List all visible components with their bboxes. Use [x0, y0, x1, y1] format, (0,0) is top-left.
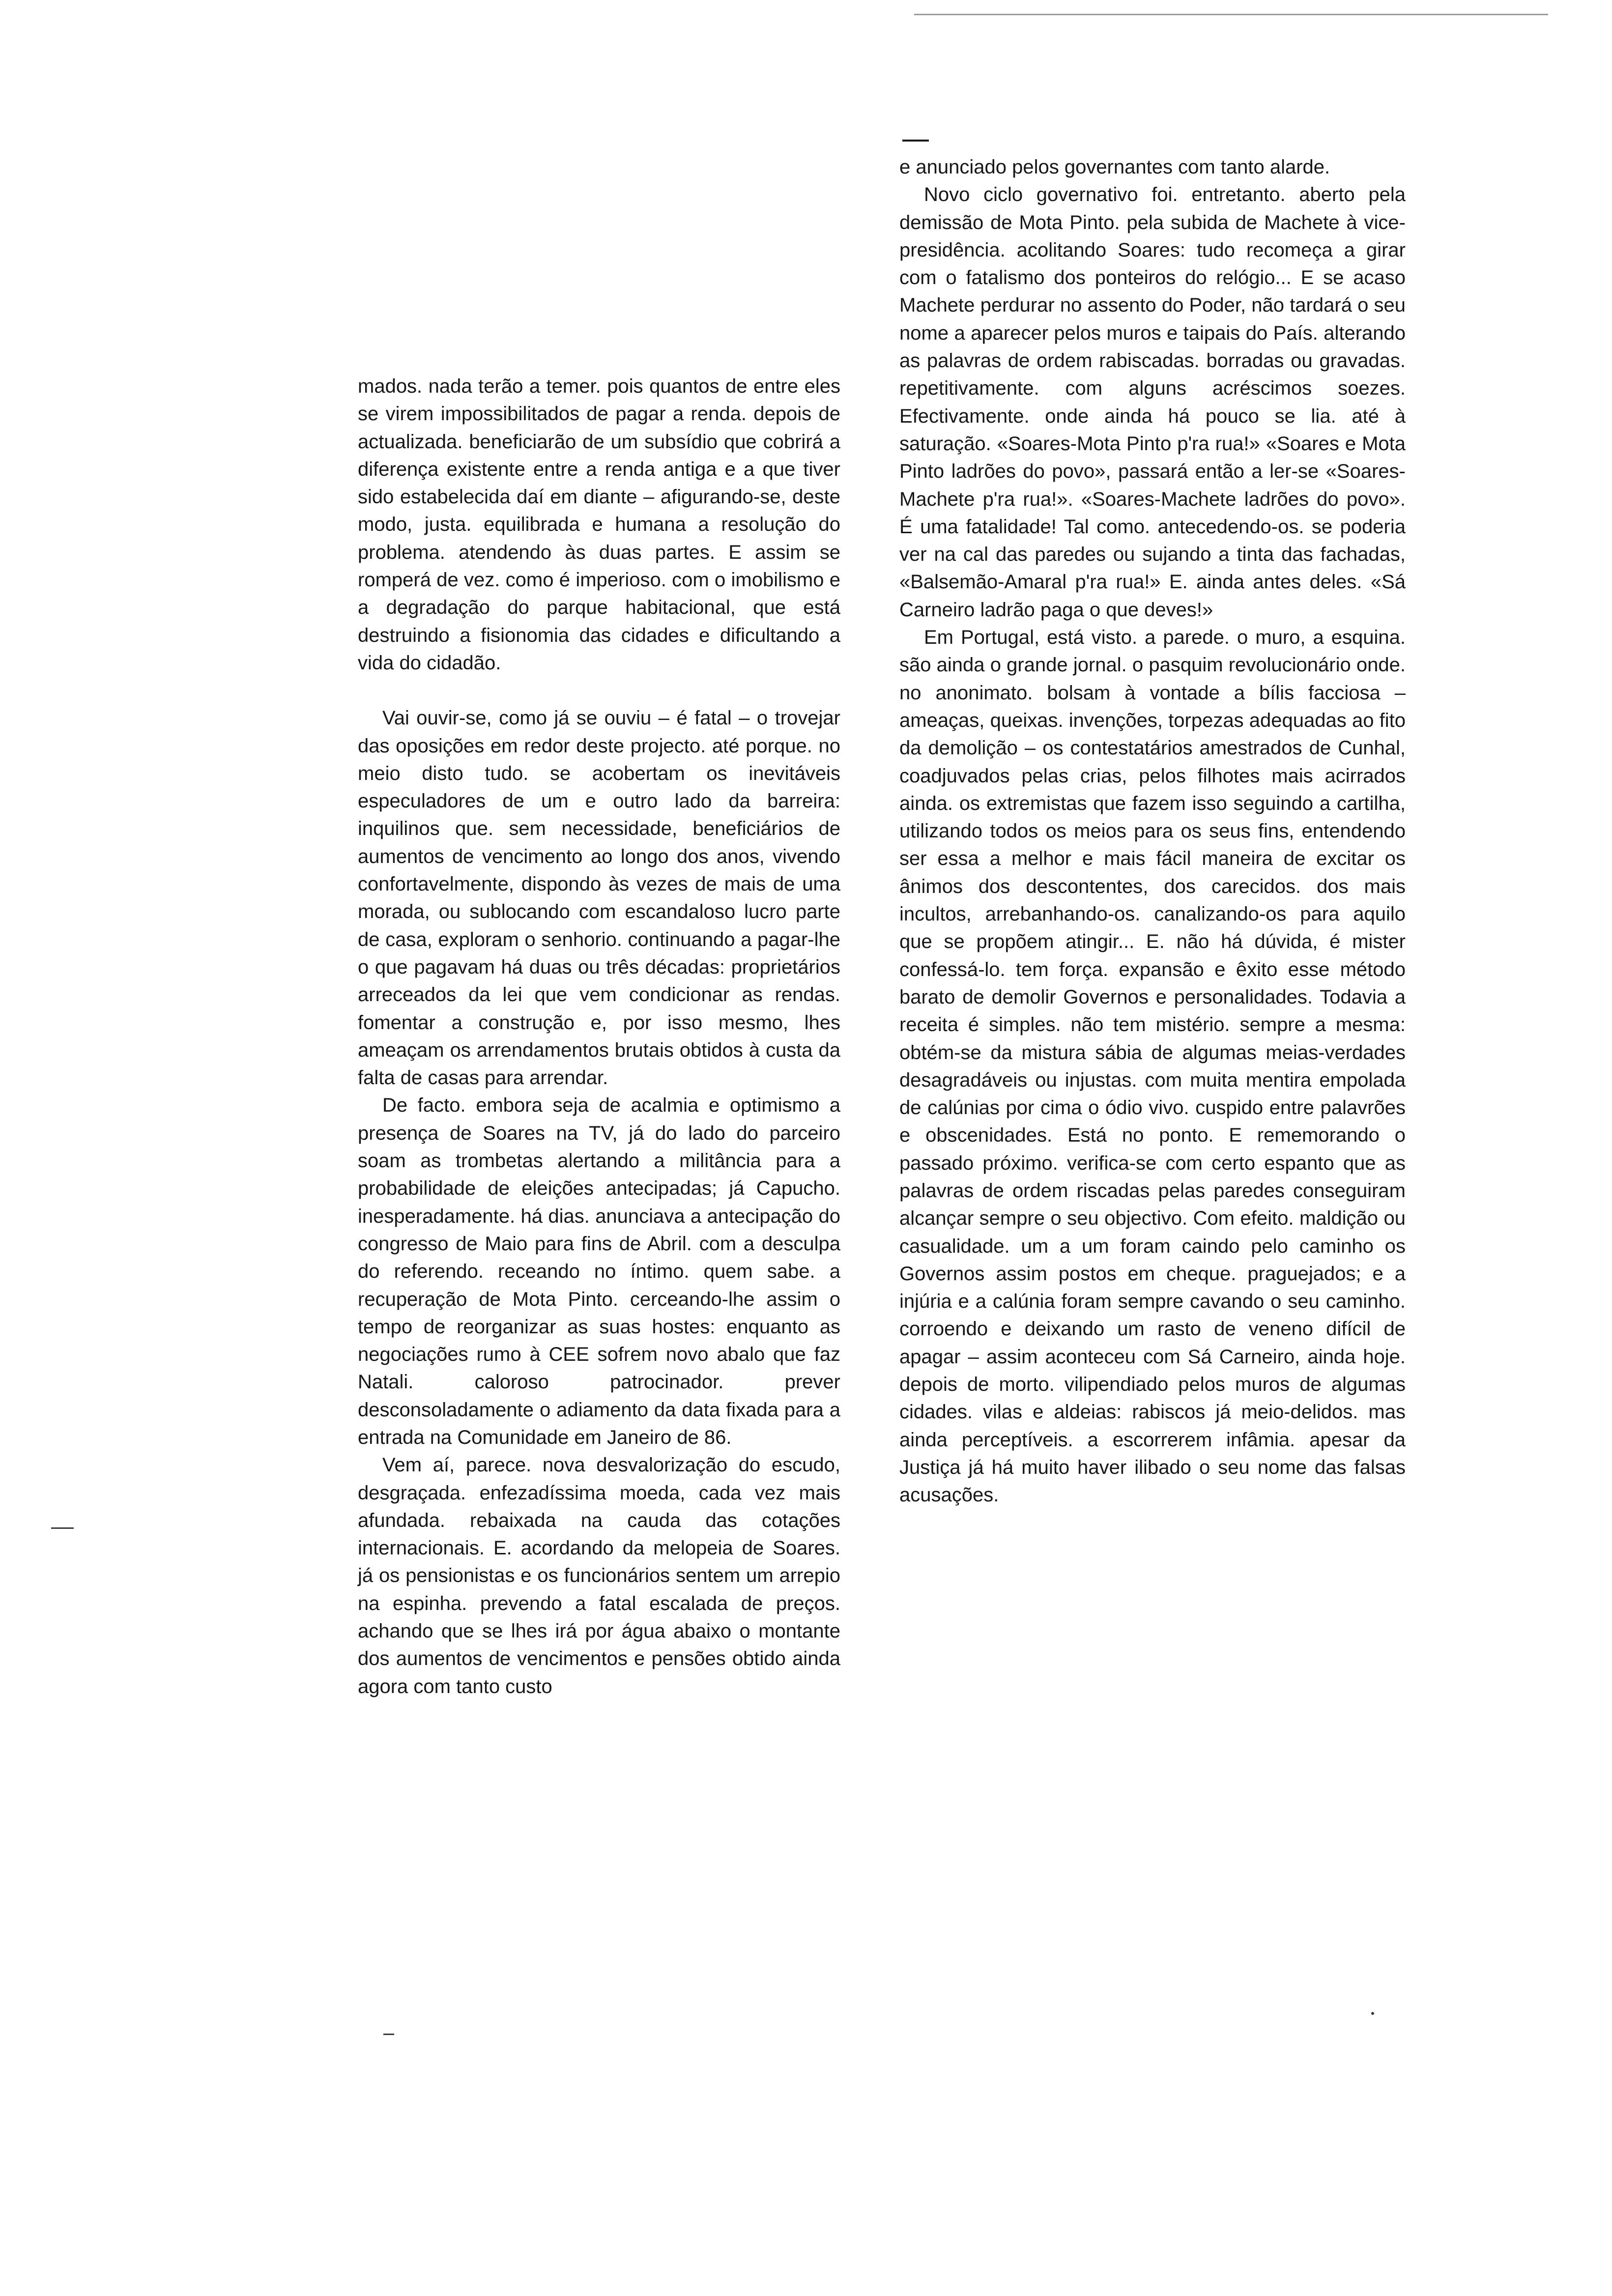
top-border-line: [914, 14, 1548, 15]
margin-scan-mark: [51, 1527, 74, 1529]
paragraph: De facto. embora seja de acalmia e optimismo a presença de Soares na TV, já do lado do parceiro soam as trombetas alertando a militância para a probabilidade de eleições antecipadas; já Capucho. inesperadamente. há dias. anunciava a antecipação do congresso de Maio para fins de Abril. com a desculpa do referendo. receando no íntimo. quem sabe. a recuperação de Mota Pinto. cerceando-lhe assim o tempo de reorganizar as suas hostes: enquanto as negociações rumo à CEE sofrem novo abalo que faz Natali. caloroso patrocinador. prever desconsoladamente o adiamento da data fixada para a entrada na Comunidade em Janeiro de 86.: [358, 1094, 840, 1448]
scan-speck: [1371, 2012, 1374, 2015]
paragraph: e anunciado pelos governantes com tanto alarde.: [899, 156, 1330, 178]
bottom-scan-mark: [383, 2034, 394, 2035]
article-column-left: [358, 373, 840, 1700]
article-column-right: [899, 153, 1406, 1509]
column-start-mark: [902, 140, 929, 142]
paragraph: Vem aí, parece. nova desvalorização do escudo, desgraçada. enfezadíssima moeda, cada vez mais afundada. rebaixada na cauda das cotações internacionais. E. acordando da melopeia de Soares. já os pensionistas e os funcionários sentem um arrepio na espinha. prevendo a fatal escalada de preços. achando que se lhes irá por água abaixo o montante dos aumentos de vencimentos e pensões obtido ainda agora com tanto custo: [358, 1454, 840, 1697]
paragraph: Novo ciclo governativo foi. entretanto. aberto pela demissão de Mota Pinto. pela subida de Machete à vice-presidência. acolitando Soares: tudo recomeça a girar com o fatalismo dos ponteiros do relógio... E se acaso Machete perdurar no assento do Poder, não tardará o seu nome a aparecer pelos muros e taipais do País. alterando as palavras de ordem rabiscadas. borradas ou gravadas. repetitivamente. com alguns acréscimos soezes. Efectivamente. onde ainda há pouco se lia. até à saturação. «Soares-Mota Pinto p'ra rua!» «Soares e Mota Pinto ladrões do povo», passará então a ler-se «Soares-Machete p'ra rua!». «Soares-Machete ladrões do povo». É uma fatalidade! Tal como. antecedendo-os. se poderia ver na cal das paredes ou sujando a tinta das fachadas, «Balsemão-Amaral p'ra rua!» E. ainda antes deles. «Sá Carneiro ladrão paga o que deves!»: [899, 184, 1406, 621]
paragraph: mados. nada terão a temer. pois quantos de entre eles se virem impossibilitados de pagar a renda. depois de actualizada. beneficiarão de um subsídio que cobrirá a diferença existente entre a renda antiga e a que tiver sido estabelecida daí em diante – afigurando-se, deste modo, justa. equilibrada e humana a resolução do problema. atendendo às duas partes. E assim se romperá de vez. como é imperioso. com o imobilismo e a degradação do parque habitacional, que está destruindo a fisionomia das cidades e dificultando a vida do cidadão.: [358, 375, 840, 674]
paragraph: Em Portugal, está visto. a parede. o muro, a esquina. são ainda o grande jornal. o pasquim revolucionário onde. no anonimato. bolsam à vontade a bílis facciosa – ameaças, queixas. invenções, torpezas adequadas ao fito da demolição – os contestatários amestrados de Cunhal, coadjuvados pelas crias, pelos filhotes mais acirrados ainda. os extremistas que fazem isso seguindo a cartilha, utilizando todos os meios para os seus fins, entendendo ser essa a melhor e mais fácil maneira de excitar os ânimos dos descontentes, dos carecidos. dos mais incultos, arrebanhando-os. canalizando-os para aquilo que se propõem atingir... E. não há dúvida, é mister confessá-lo. tem força. expansão e êxito esse método barato de demolir Governos e personalidades. Todavia a receita é simples. não tem mistério. sempre a mesma: obtém-se da mistura sábia de algumas meias-verdades desagradáveis ou injustas. com muita mentira empolada de calúnias por cima o ódio vivo. cuspido entre palavrões e obscenidades. Está no ponto. E rememorando o passado próximo. verifica-se com certo espanto que as palavras de ordem riscadas pelas paredes conseguiram alcançar sempre o seu objectivo. Com efeito. maldição ou casualidade. um a um foram caindo pelo caminho os Governos assim postos em cheque. praguejados; e a injúria e a calúnia foram sempre cavando o seu caminho. corroendo e deixando um rasto de veneno difícil de apagar – assim aconteceu com Sá Carneiro, ainda hoje. depois de morto. vilipendiado pelos muros de algumas cidades. vilas e aldeias: rabiscos já meio-delidos. mas ainda perceptíveis. a escorrerem infâmia. apesar da Justiça já há muito haver ilibado o seu nome das falsas acusações.: [899, 627, 1406, 1506]
paragraph: Vai ouvir-se, como já se ouviu – é fatal – o trovejar das oposições em redor deste projecto. até porque. no meio disto tudo. se acobertam os inevitáveis especuladores de um e outro lado da barreira: inquilinos que. sem necessidade, beneficiários de aumentos de vencimento ao longo dos anos, vivendo confortavelmente, dispondo às vezes de mais de uma morada, ou sublocando com escandaloso lucro parte de casa, exploram o senhorio. continuando a pagar-lhe o que pagavam há duas ou três décadas: proprietários arreceados da lei que vem condicionar as rendas. fomentar a construção e, por isso mesmo, lhes ameaçam os arrendamentos brutais obtidos à custa da falta de casas para arrendar.: [358, 707, 840, 1089]
